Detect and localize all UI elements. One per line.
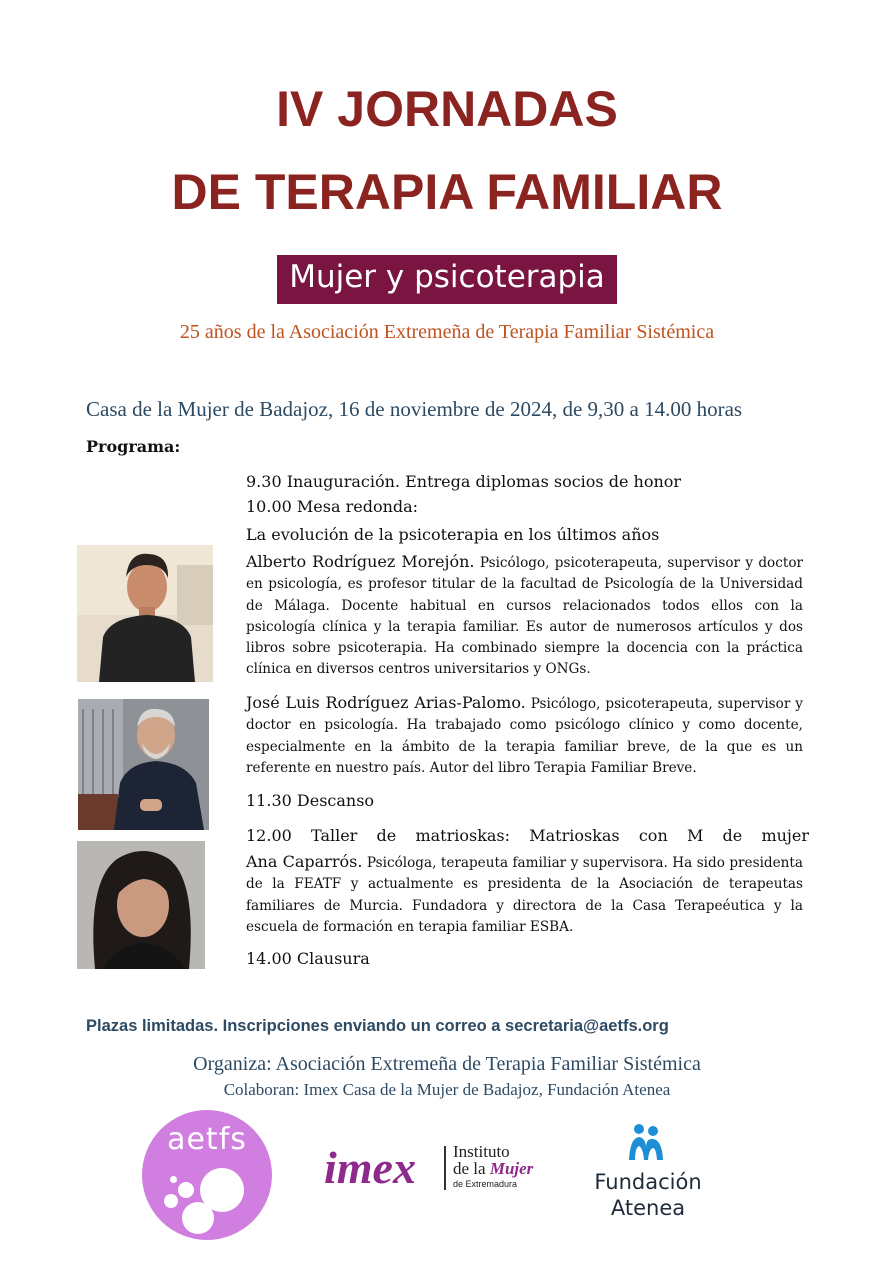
collaborators-line: Colaboran: Imex Casa de la Mujer de Badajoz, Fundación Atenea xyxy=(223,1080,671,1099)
subtitle: Mujer y psicoterapia xyxy=(277,255,617,304)
atenea-logo-line1: Fundación xyxy=(594,1170,702,1194)
program-item-break: 11.30 Descanso xyxy=(246,791,375,810)
speaker-1-bio-block xyxy=(246,551,803,681)
speaker-2-bio-block xyxy=(246,692,803,779)
organizer-line: Organiza: Asociación Extremeña de Terapia Familiar Sistémica xyxy=(193,1053,701,1075)
anniversary-line: 25 años de la Asociación Extremeña de Terapia Familiar Sistémica xyxy=(179,321,715,343)
speaker-3-bio: Psicóloga, terapeuta familiar y supervisora. Ha sido presidenta de la FEATF y actualmente es presidenta de la Asociación de terapeutas familiares de Murcia. Fundadora y directora de la Casa Terapeéutica y la escuela de formación en terapia familiar ESBA. xyxy=(246,855,803,935)
program-item-closing: 14.00 Clausura xyxy=(246,949,370,968)
imex-logo-word: imex xyxy=(324,1142,416,1193)
program-label: Programa: xyxy=(86,437,181,456)
speaker-1-bio: Psicólogo, psicoterapeuta, supervisor y doctor en psicología, es profesor titular de la facultad de Psicología de la Universidad de Málaga. Docente habitual en cursos relacionados todos ellos con la psicología clínica y la terapia familiar. Es autor de numerosos artículos y dos libros sobre psicoterapia. Ha combinado siempre la docencia con la práctica clínica en diversos centros universitarios y ONGs. xyxy=(246,555,804,678)
speaker-2-bio: Psicólogo, psicoterapeuta, supervisor y doctor en psicología. Ha trabajado como psicólogo clínico y como docente, especialmente en la ámbito de la terapia familiar breve, de la que es un referente en nuestro país. Autor del libro Terapia Familiar Breve. xyxy=(246,696,803,776)
aetfs-logo-text: aetfs xyxy=(167,1122,247,1157)
atenea-logo-line2: Atenea xyxy=(610,1196,686,1220)
aetfs-logo xyxy=(142,1110,272,1240)
atenea-figures-icon xyxy=(626,1122,666,1162)
speaker-3-photo xyxy=(77,841,205,969)
subtitle-banner xyxy=(0,255,894,304)
speaker-3-name: Ana Caparrós. xyxy=(246,852,363,871)
imex-logo xyxy=(322,1140,552,1200)
title-line-2: DE TERAPIA FAMILIAR xyxy=(171,164,723,220)
registration-notice: Plazas limitadas. Inscripciones enviando un correo a secretaria@aetfs.org xyxy=(86,1017,669,1035)
imex-logo-line3: de Extremadura xyxy=(453,1179,518,1189)
imex-logo-line2a: de la xyxy=(453,1159,486,1178)
program-item-roundtable: 10.00 Mesa redonda: xyxy=(246,497,419,516)
fundacion-atenea-logo xyxy=(578,1122,718,1222)
speaker-3-bio-block xyxy=(246,851,803,938)
roundtable-topic: La evolución de la psicoterapia en los últimos años xyxy=(246,525,660,544)
imex-logo-line1: Instituto xyxy=(453,1142,510,1161)
venue-date: Casa de la Mujer de Badajoz, 16 de noviembre de 2024, de 9,30 a 14.00 horas xyxy=(86,397,743,421)
speaker-2-name: José Luis Rodríguez Arias-Palomo. xyxy=(246,693,526,712)
title-line-1: IV JORNADAS xyxy=(276,81,618,137)
program-item-workshop: 12.00 Taller de matrioskas: Matrioskas con M de mujer xyxy=(246,826,809,845)
speaker-1-name: Alberto Rodríguez Morejón. xyxy=(246,552,475,571)
imex-logo-line2b: Mujer xyxy=(489,1159,534,1178)
program-item-opening: 9.30 Inauguración. Entrega diplomas socios de honor xyxy=(246,472,682,491)
speaker-2-photo xyxy=(78,699,209,830)
speaker-1-photo xyxy=(77,545,213,682)
